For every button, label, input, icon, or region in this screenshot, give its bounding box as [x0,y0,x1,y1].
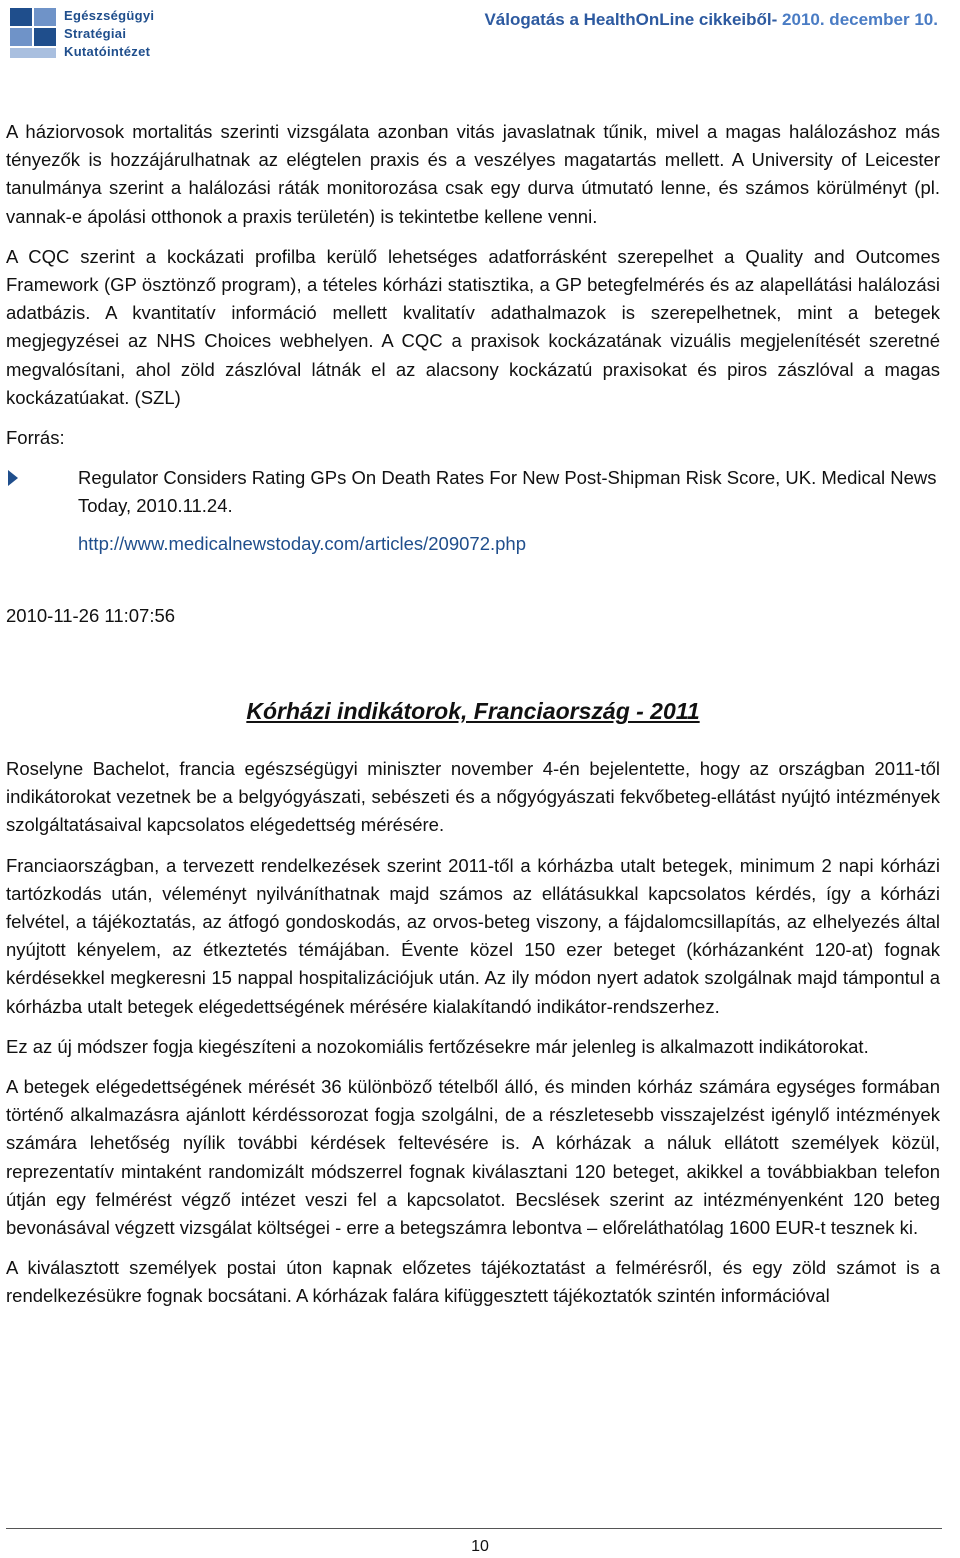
paragraph: Ez az új módszer fogja kiegészíteni a nozokomiális fertőzésekre már jelenleg is alkalmazott indikátorokat. [6,1035,869,1057]
page-number: 10 [471,1538,489,1555]
document-body [6,118,940,1323]
logo-emblem-icon [6,4,60,62]
paragraph: A CQC szerint a kockázati profilba kerülő lehetséges adatforrásként szerepelhet a Quality and Outcomes Framework (GP ösztönző program), a tételes kórházi statisztika, a GP betegfelmérés és az alapellátási halálozási adatbázis. A kvantitatív információ mellett kvalitatív adathalmazok is szerepelhetnek, mint a betegek megjegyzései az NHS Choices webhelyen. A CQC a praxisok kockázatának vizuális megjelenítését szeretné megvalósítani, ahol zöld zászlóval látnák el az alacsony kockázatú praxisokat és piros zászlóval a magas kockázatúakat. (SZL) [6,245,940,408]
source-item [6,464,940,558]
header-date: 2010. december 10. [782,10,938,29]
header-title-text: Válogatás a HealthOnLine cikkeiből- [484,10,778,29]
source-citation: Regulator Considers Rating GPs On Death Rates For New Post-Shipman Risk Score, UK. Medical News Today, 2010.11.24. [78,467,937,517]
paragraph: Roselyne Bachelot, francia egészségügyi miniszter november 4-én bejelentette, hogy az országban 2011-től indikátorokat vezetnek be a belgyógyászati, sebészeti és a nőgyógyászati fekvőbeteg-ellátást nyújtó intézmények szolgáltatásaival kapcsolatos elégedettség mérésére. [6,758,940,836]
institute-logo [6,4,156,64]
logo-line-2: Stratégiai [64,26,127,41]
paragraph: Franciaországban, a tervezett rendelkezések szerint 2011-től a kórházba utalt betegek, minimum 2 napi kórházi tartózkodás után, véleményt nyilváníthatnak majd számos az ellátásukkal kapcsolatos kérdés, így a kórházi felvétel, a tájékoztatás, az átfogó gondoskodás, az orvos-beteg viszony, a fájdalomcsillapítás, az elhelyezés által nyújtott kényelem, az étkeztetés témájában. Évente közel 150 ezer beteget (kórházanként 120-at) fognak kérdésekkel megkeresni 15 nappal hospitalizációjuk után. Az ily módon nyert adatok szolgálnak majd támpontul a kórházba utalt betegek elégedettségének mérésére kialakítandó indikátor-rendszerhez. [6,854,940,1017]
logo-line-1: Egészségügyi [64,8,155,23]
paragraph: A betegek elégedettségének mérését 36 különböző tételből álló, és minden kórház számára egységes formában történő alkalmazásra ajánlott kérdéssorozat fogja szolgálni, de a részletesebb visszajelzést igénylő intézmények számára lehetőség nyílik további kérdések feltevésére is. A kórházak a náluk ellátott személyek közül, reprezentatív mintaként randomizált módszerrel fognak kiválasztani 120 beteget, akikkel a továbbiakban telefon útján egy felmérést végző intézet veszi fel a kapcsolatot. Becslések szerint az intézményenként 120 beteg bevonásával végzett vizsgálat költségei - erre a betegszámra lebontva – előreláthatólag 1600 EUR-t tesznek ki. [6,1076,940,1239]
bullet-arrow-icon [8,470,18,486]
page-header [0,0,960,68]
paragraph: A kiválasztott személyek postai úton kapnak előzetes tájékoztatást a felmérésről, és egy zöld számot is a rendelkezésükre fognak bocsátani. A kórházak falára kifüggesztett tájékoztatók szintén információval [6,1257,940,1307]
source-link[interactable]: http://www.medicalnewstoday.com/articles/209072.php [78,533,527,555]
source-label: Forrás: [6,427,65,449]
article-title: Kórházi indikátorok, Franciaország - 2011 [246,698,700,725]
footer-divider [6,1528,942,1529]
paragraph: A háziorvosok mortalitás szerinti vizsgálata azonban vitás javaslatnak tűnik, mivel a magas halálozáshoz más tényezők is hozzájárulhatnak az elégtelen praxis és a veszélyes magatartás mellett. A University of Leicester tanulmánya szerint a halálozási ráták monitorozása csak egy durva útmutató lenne, és számos körülményt (pl. vannak-e ápolási otthonok a praxis területén) is tekintetbe kellene venni. [6,121,940,227]
logo-line-3: Kutatóintézet [64,44,151,59]
timestamp: 2010-11-26 11:07:56 [6,605,176,627]
header-title [484,10,938,30]
